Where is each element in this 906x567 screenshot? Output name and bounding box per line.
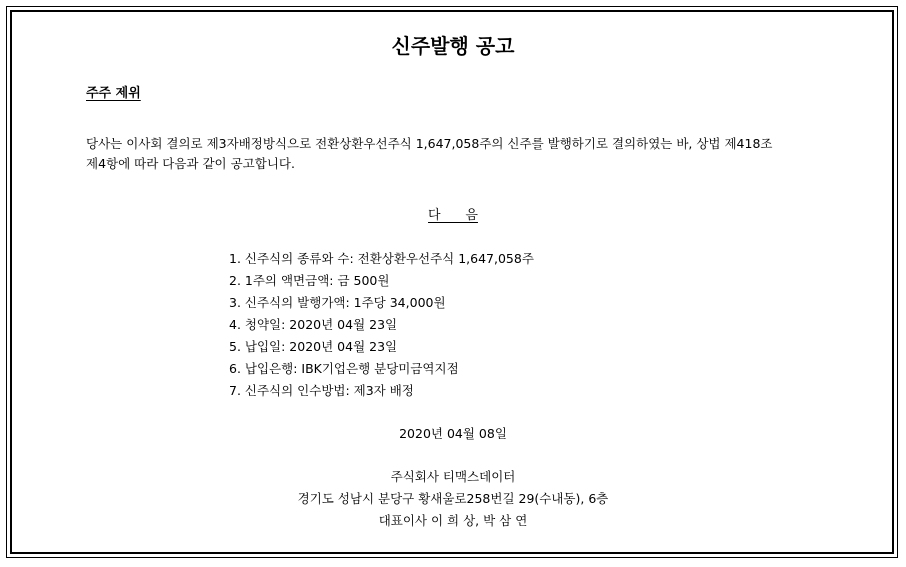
intro-line-2: 제4항에 따라 다음과 같이 공고합니다. bbox=[86, 156, 295, 171]
company-representatives: 대표이사 이 희 상, 박 삼 연 bbox=[378, 513, 528, 528]
list-item: 2. 1주의 액면금액: 금 500원 bbox=[229, 273, 390, 288]
notice-date: 2020년 04월 08일 bbox=[399, 426, 507, 441]
section-heading bbox=[0, 204, 906, 223]
list-item: 1. 신주식의 종류와 수: 전환상환우선주식 1,647,058주 bbox=[229, 251, 534, 266]
list-item: 3. 신주식의 발행가액: 1주당 34,000원 bbox=[229, 295, 446, 310]
intro-line-1: 당사는 이사회 결의로 제3자배정방식으로 전환상환우선주식 1,647,058주의 신주를 발행하기로 결의하였는 바, 상법 제418조 bbox=[86, 136, 773, 151]
section-heading-text: 다 음 bbox=[428, 208, 478, 223]
company-address: 경기도 성남시 분당구 황새울로258번길 29(수내동), 6층 bbox=[297, 491, 609, 506]
list-item: 5. 납입일: 2020년 04월 23일 bbox=[229, 339, 398, 354]
addressee: 주주 제위 bbox=[86, 86, 141, 101]
intro-paragraph bbox=[86, 134, 826, 174]
list-item: 6. 납입은행: IBK기업은행 분당미금역지점 bbox=[229, 361, 459, 376]
company-name: 주식회사 티맥스데이터 bbox=[390, 469, 516, 484]
list-item: 4. 청약일: 2020년 04월 23일 bbox=[229, 317, 398, 332]
list-item: 7. 신주식의 인수방법: 제3자 배정 bbox=[229, 383, 414, 398]
notice-title: 신주발행 공고 bbox=[391, 34, 515, 58]
company-block bbox=[0, 466, 906, 532]
terms-list bbox=[229, 248, 534, 402]
